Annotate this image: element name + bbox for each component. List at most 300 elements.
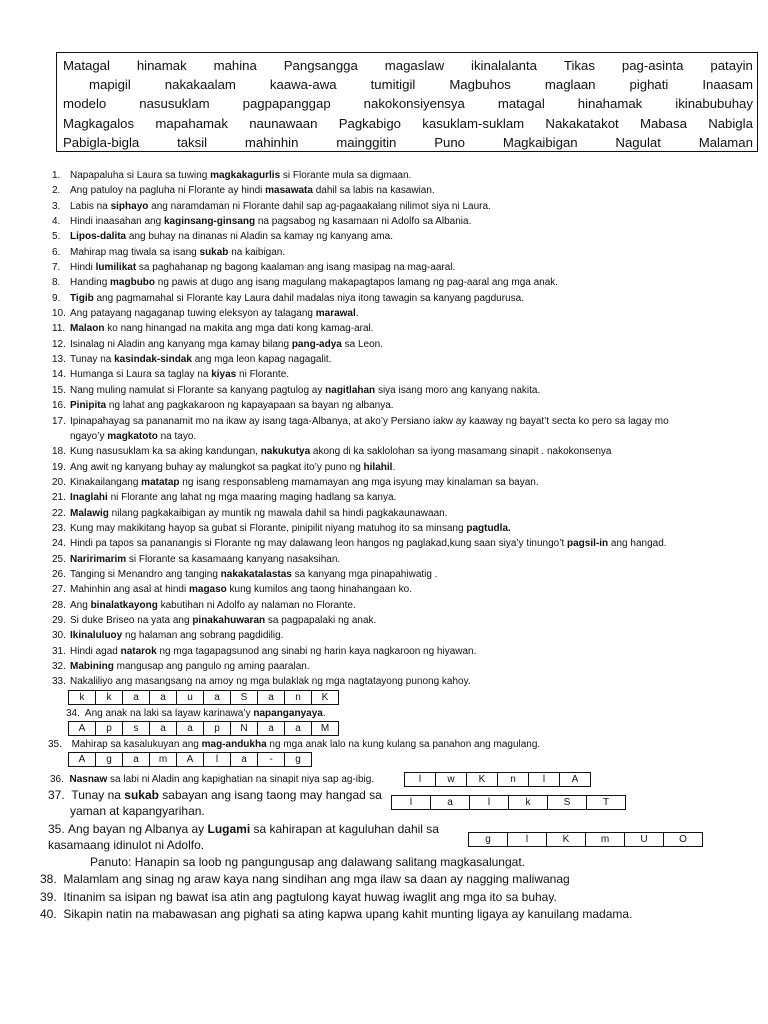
- item-text: .: [355, 308, 359, 320]
- question-item: [0, 414, 768, 445]
- letter-cell: A: [69, 722, 96, 736]
- word-bank-word: mahina: [213, 58, 257, 73]
- item-number: 36.: [50, 774, 64, 785]
- item-text: sa kanyang mga pinapahiwatig .: [291, 568, 438, 580]
- item-number-col: [0, 613, 68, 628]
- item-keyword: Mabining: [70, 661, 114, 672]
- question-40: [40, 907, 632, 921]
- item-text: Nakaliliyo ang masangsang na amoy ng mga bulaklak ng mga nagtatayong punong kahoy.: [70, 676, 471, 688]
- question-item: [0, 337, 768, 352]
- item-keyword: nakukutya: [260, 446, 311, 458]
- item-keyword: Tigib: [70, 292, 94, 304]
- item-text: ang naramdaman ni Florante dahil sap ag-pagaakalang nilimot siya ni Laura.: [148, 200, 491, 212]
- item-text: Kung nasusuklam ka sa aking kandungan,: [70, 446, 261, 458]
- item-keyword: napanganyaya: [253, 708, 323, 719]
- item-text: ang buhay na dinanas ni Aladin sa kamay ng kanyang ama.: [126, 231, 393, 243]
- item-keyword: mag-andukha: [201, 739, 267, 750]
- item-text: Ang patayang nagaganap tuwing eleksyon ay talagang: [70, 308, 316, 320]
- word-bank-word: kasuklam-suklam: [422, 115, 525, 131]
- item-number-col: [0, 506, 68, 521]
- item-text: ng halaman ang sobrang pagdidilig.: [122, 630, 284, 642]
- question-item: [0, 521, 768, 536]
- item-text: Mahirap mag tiwala sa isang: [70, 246, 200, 258]
- item-sentence: [68, 582, 412, 597]
- item-number: 32.: [52, 661, 66, 672]
- item-sentence: [68, 460, 395, 475]
- item-keyword: magkakagurlis: [210, 170, 281, 181]
- item-text: Hindi inaasahan ang: [70, 216, 164, 228]
- item-keyword: matatap: [141, 476, 180, 488]
- letter-grid-35: [68, 752, 312, 767]
- item-sentence: [68, 214, 471, 229]
- word-bank-word: maglaan: [544, 77, 596, 93]
- letter-cell: a: [177, 722, 204, 736]
- item-number: 10.: [52, 308, 66, 320]
- item-keyword: kiyas: [211, 369, 237, 381]
- item-sentence: [68, 567, 438, 582]
- item-keyword: magbubo: [110, 277, 156, 289]
- item-text: Hindi pa tapos sa pananangis si Florante ng may dalawang leon hangos ng paglakad,kung saan siya’y tinungo’t: [70, 538, 568, 550]
- item-number: 35.: [48, 739, 62, 750]
- item-number-col: [0, 521, 68, 536]
- word-bank-word: matagal: [497, 96, 545, 112]
- word-bank-word: mapigil: [89, 77, 131, 93]
- letter-grid-34: [68, 721, 339, 736]
- question-item: [0, 352, 768, 367]
- word-bank-word: Magkagalos: [63, 115, 135, 131]
- item-sentence: [68, 659, 310, 674]
- item-text: sa labi ni Aladin ang kapighatian na sinapit niya sap ag-ibig.: [107, 774, 375, 785]
- item-number-col: [0, 306, 68, 321]
- word-bank-word: Magkaibigan: [502, 134, 578, 150]
- item-number: 3.: [52, 200, 61, 212]
- item-number: 5.: [52, 231, 61, 243]
- item-text: Labis na: [70, 200, 111, 212]
- question-item: [0, 367, 768, 382]
- item-text: ng mga anak lalo na kung kulang sa panahon ang magulang.: [266, 739, 541, 750]
- letter-cell: k: [69, 691, 96, 705]
- question-item: [0, 506, 768, 521]
- word-bank-word: mahinhin: [244, 134, 299, 150]
- item-sentence: [68, 644, 476, 659]
- item-keyword: magkatoto: [107, 430, 158, 442]
- item-keyword: siphayo: [110, 200, 149, 212]
- question-item: [0, 552, 768, 567]
- letter-cell: m: [150, 753, 177, 767]
- item-text: Ang anak na laki sa layaw karinawa’y: [84, 708, 254, 719]
- letter-cell: a: [123, 691, 150, 705]
- item-text: .: [392, 461, 396, 473]
- item-sentence: [68, 229, 393, 244]
- item-number-col: [0, 199, 68, 214]
- item-keyword: Lipos-dalita: [70, 231, 127, 243]
- item-sentence: [68, 598, 356, 613]
- item-keyword: nagitlahan: [325, 384, 376, 396]
- item-text: Hindi agad: [70, 645, 121, 657]
- letter-cell: u: [177, 691, 204, 705]
- item-text: Handing: [70, 277, 111, 289]
- item-number: 8.: [52, 277, 61, 289]
- item-number: 20.: [52, 476, 66, 488]
- question-item: [0, 398, 768, 413]
- letter-cell: -: [258, 753, 285, 767]
- item-sentence: [68, 674, 471, 689]
- instruction: Panuto: Hanapin sa loob ng pangungusap ang dalawang salitang magkasalungat.: [90, 855, 525, 869]
- item-sentence: [68, 506, 447, 521]
- item-number: 30.: [52, 630, 66, 642]
- item-text: ni Florante ang lahat ng mga maaring maging hadlang sa kanya.: [107, 492, 397, 504]
- item-text: sa Leon.: [341, 338, 383, 350]
- item-sentence: [68, 367, 289, 382]
- item-text: nilang pagkakaibigan ay muntik ng mawala dahil sa hindi pagkakaunawaan.: [108, 507, 448, 519]
- item-text: sa paghahanap ng bagong kaalaman ang isang masipag na mag-aaral.: [136, 262, 456, 274]
- word-bank-word: magaslaw: [384, 58, 445, 73]
- item-sentence: [68, 306, 359, 321]
- letter-cell: U: [625, 833, 664, 847]
- item-text: na pagsabog ng kasamaan ni Adolfo sa Albania.: [255, 216, 472, 228]
- item-text: Ang: [70, 599, 91, 611]
- item-sentence: [68, 321, 374, 336]
- letter-cell: g: [96, 753, 123, 767]
- letter-cell: O: [664, 833, 703, 847]
- letter-cell: M: [312, 722, 339, 736]
- item-number: 29.: [52, 614, 66, 626]
- letter-cell: n: [285, 691, 312, 705]
- question-item: [0, 475, 768, 490]
- item-text: Nang muling namulat si Florante sa kanyang pagtulog ay: [70, 384, 326, 396]
- item-number: 13.: [52, 354, 66, 366]
- letter-cell: k: [96, 691, 123, 705]
- item-number: 34.: [66, 708, 80, 719]
- word-bank-row: [63, 114, 753, 133]
- word-bank-word: Inaasam: [702, 77, 753, 93]
- item-text: sa pagpapalaki ng anak.: [265, 614, 377, 626]
- item-number-col: [0, 214, 68, 229]
- item-number-col: [0, 444, 68, 459]
- item-text: Ang bayan ng Albanya ay: [68, 822, 208, 836]
- item-number: 7.: [52, 262, 61, 274]
- item-keyword: nakakatalastas: [220, 568, 292, 580]
- item-sentence: [68, 168, 411, 183]
- letter-cell: l: [204, 753, 231, 767]
- question-item: [0, 183, 768, 198]
- item-number-col: [0, 475, 68, 490]
- question-item: [0, 383, 768, 398]
- word-bank-row: [63, 94, 753, 113]
- item-text: sabayan ang isang taong may hangad sa: [158, 788, 382, 802]
- item-sentence: [68, 383, 540, 398]
- question-35: [48, 739, 540, 750]
- item-keyword: kasindak-sindak: [114, 354, 192, 366]
- item-number: 12.: [52, 338, 66, 350]
- item-number: 23.: [52, 522, 66, 534]
- item-text: na kaibigan.: [228, 246, 286, 258]
- item-number-col: [0, 229, 68, 244]
- letter-cell: l: [392, 796, 431, 810]
- item-keyword: marawal: [315, 308, 356, 320]
- item-number-col: [0, 168, 68, 183]
- item-text: Tunay na: [71, 788, 125, 802]
- letter-cell: T: [587, 796, 626, 810]
- item-text: ni Florante.: [236, 369, 290, 381]
- letter-cell: a: [431, 796, 470, 810]
- item-text: Tanging si Menandro ang tanging: [70, 568, 221, 580]
- item-keyword: Naririmarim: [70, 553, 127, 565]
- letter-cell: l: [529, 773, 560, 787]
- item-number-col: [0, 398, 68, 413]
- item-text: Ipinapahayag sa pananamit mo na ikaw ay isang taga-Albanya, at ako’y Persiano iakw ay kaaway ng bayat’t secta ko pero sa lagay mo ngayo’y: [70, 415, 669, 442]
- item-number-col: [0, 659, 68, 674]
- item-number: 1.: [52, 170, 61, 181]
- question-37-line2: yaman at kapangyarihan.: [70, 804, 205, 818]
- item-number-col: [0, 321, 68, 336]
- item-sentence: [68, 444, 611, 459]
- item-number: 28.: [52, 599, 66, 611]
- letter-cell: a: [258, 722, 285, 736]
- question-item: [0, 567, 768, 582]
- item-number-col: [0, 628, 68, 643]
- item-sentence: [68, 628, 283, 643]
- item-text: kabutihan ni Adolfo ay nalaman no Florante.: [157, 599, 356, 611]
- item-text: ng lahat ang pagkakaroon ng kapayapaan sa bayan ng albanya.: [106, 400, 394, 412]
- item-keyword: pagsil-in: [567, 538, 609, 550]
- item-text: ng mga tagapagsunod ang sinabi ng harin kaya nagkaroon ng hiyawan.: [156, 645, 477, 657]
- question-item: [0, 674, 768, 689]
- item-text: Mahinhin ang asal at hindi: [70, 584, 189, 596]
- item-text: siya isang moro ang kanyang nakita.: [375, 384, 541, 396]
- item-sentence: [68, 475, 539, 490]
- item-number-col: [0, 582, 68, 597]
- item-sentence: [68, 352, 331, 367]
- item-text: Humanga si Laura sa taglay na: [70, 369, 212, 381]
- item-text: Napapaluha si Laura sa tuwing: [70, 170, 211, 181]
- item-number: 38.: [40, 872, 57, 886]
- item-number-col: [0, 352, 68, 367]
- letter-cell: a: [258, 691, 285, 705]
- item-number-col: [0, 490, 68, 505]
- item-keyword: masawata: [265, 185, 313, 197]
- word-bank-word: Pagkabigo: [338, 115, 402, 131]
- word-bank-row: [63, 133, 753, 152]
- word-bank-word: Mabasa: [640, 115, 687, 131]
- word-bank-box: [56, 52, 758, 152]
- word-bank-word: hinahamak: [577, 96, 643, 112]
- word-bank-word: naunawaan: [249, 115, 318, 131]
- item-keyword: hilahil: [363, 461, 393, 473]
- item-number: 14.: [52, 369, 66, 381]
- question-35b-line2: kasamaang idinulot ni Adolfo.: [48, 838, 205, 852]
- question-item: [0, 245, 768, 260]
- letter-cell: l: [405, 773, 436, 787]
- item-keyword: binalatkayong: [90, 599, 158, 611]
- word-bank-word: Pabigla-bigla: [63, 134, 140, 150]
- item-number: 15.: [52, 384, 66, 396]
- item-text: Hindi: [70, 262, 96, 274]
- item-keyword: pinakahuwaran: [192, 614, 266, 626]
- question-item: [0, 536, 768, 551]
- item-number: 21.: [52, 492, 66, 504]
- question-item: [0, 291, 768, 306]
- item-number-col: [0, 275, 68, 290]
- item-text: si Florante sa kasamaang kanyang nasaksihan.: [126, 553, 341, 565]
- word-bank-word: Nakakatakot: [545, 115, 619, 131]
- item-keyword: Nasnaw: [69, 774, 108, 785]
- letter-cell: w: [436, 773, 467, 787]
- item-number-col: [0, 598, 68, 613]
- item-sentence: [68, 183, 435, 198]
- question-item: [0, 598, 768, 613]
- item-number: 37.: [48, 788, 65, 802]
- question-item: [0, 168, 768, 183]
- item-text: sa kahirapan at kaguluhan dahil sa: [250, 822, 439, 836]
- item-text: Isinalag ni Aladin ang kanyang mga kamay bilang: [70, 338, 292, 350]
- item-number-col: [0, 245, 68, 260]
- item-number-col: [0, 414, 68, 445]
- word-bank-word: taksil: [177, 134, 208, 150]
- letter-cell: p: [204, 722, 231, 736]
- word-bank-word: mapahamak: [155, 115, 228, 131]
- item-text: dahil sa labis na kasawian.: [312, 185, 435, 197]
- word-bank-word: patayin: [710, 58, 753, 73]
- item-number: 25.: [52, 553, 66, 565]
- item-sentence: [68, 552, 340, 567]
- item-text: na tayo.: [157, 430, 197, 442]
- letter-cell: l: [508, 833, 547, 847]
- question-item: [0, 306, 768, 321]
- item-keyword: Lugami: [207, 822, 251, 836]
- question-item: [0, 644, 768, 659]
- word-bank-word: Tikas: [563, 58, 595, 73]
- item-number-col: [0, 383, 68, 398]
- letter-grid-33: [68, 690, 339, 705]
- item-number: 40.: [40, 907, 57, 921]
- item-text: ang mga leon kapag nagagalit.: [191, 354, 332, 366]
- item-keyword: Inaglahi: [70, 492, 108, 504]
- word-bank-word: hinamak: [136, 58, 187, 73]
- item-sentence: [68, 275, 558, 290]
- item-text: ng pawis at dugo ang isang magulang makapagtapos lamang ng pag-aaral ang mga anak.: [155, 277, 559, 289]
- item-number: 19.: [52, 461, 66, 473]
- item-text: Kung may makikitang hayop sa gubat si Florante, pinipilit niyang matuhog ito sa minsang: [70, 522, 467, 534]
- item-number: 35.: [48, 822, 65, 836]
- word-bank-word: ikinabubuhay: [675, 96, 753, 112]
- item-sentence: [68, 245, 285, 260]
- letter-cell: n: [498, 773, 529, 787]
- question-39: [40, 890, 557, 904]
- question-item: [0, 582, 768, 597]
- item-number: 24.: [52, 538, 66, 550]
- question-34: [66, 708, 326, 719]
- word-bank-word: pagpapanggap: [242, 96, 331, 112]
- letter-cell: a: [204, 691, 231, 705]
- word-bank-word: ikinalalanta: [471, 58, 538, 73]
- word-bank-word: modelo: [63, 96, 107, 112]
- item-number: 26.: [52, 568, 66, 580]
- word-bank-row: [63, 75, 753, 94]
- question-item: [0, 613, 768, 628]
- question-item: [0, 628, 768, 643]
- item-number-col: [0, 291, 68, 306]
- item-number: 31.: [52, 645, 66, 657]
- item-sentence: [68, 490, 396, 505]
- item-sentence: [68, 536, 667, 551]
- question-item: [0, 229, 768, 244]
- item-number: 6.: [52, 246, 61, 258]
- item-keyword: natarok: [120, 645, 157, 657]
- item-number: 11.: [52, 323, 66, 335]
- item-number-col: [0, 644, 68, 659]
- item-number: 22.: [52, 507, 66, 519]
- item-keyword: magaso: [188, 584, 227, 596]
- question-item: [0, 321, 768, 336]
- item-number: 18.: [52, 446, 66, 458]
- letter-cell: l: [470, 796, 509, 810]
- word-bank-word: Magbuhos: [449, 77, 511, 93]
- item-text: Ang patuloy na pagluha ni Florante ay hindi: [70, 185, 266, 197]
- question-item: [0, 260, 768, 275]
- item-keyword: Malawig: [70, 507, 109, 519]
- letter-cell: g: [285, 753, 312, 767]
- word-bank-word: pighati: [629, 77, 669, 93]
- word-bank-word: Puno: [434, 134, 466, 150]
- item-number: 17.: [52, 415, 66, 427]
- letter-cell: a: [150, 691, 177, 705]
- item-sentence: [68, 613, 376, 628]
- word-bank-word: Matagal: [63, 58, 110, 73]
- item-text: Mahirap sa kasalukuyan ang: [71, 739, 202, 750]
- item-number-col: [0, 674, 68, 689]
- item-number: 33.: [52, 676, 66, 688]
- word-bank-word: Pangsangga: [283, 58, 358, 73]
- question-item: [0, 214, 768, 229]
- letter-cell: K: [467, 773, 498, 787]
- question-list: [0, 168, 768, 690]
- item-keyword: Malaon: [70, 323, 105, 335]
- item-keyword: Pinipita: [70, 400, 107, 412]
- question-item: [0, 490, 768, 505]
- item-text: ng isang responsableng mamamayan ang mga isyung may kinalaman sa bayan.: [179, 476, 539, 488]
- item-number: 9.: [52, 292, 61, 304]
- word-bank-word: pag-asinta: [621, 58, 684, 73]
- item-sentence: [68, 291, 524, 306]
- item-sentence: [68, 199, 491, 214]
- item-text: Malamlam ang sinag ng araw kaya nang sindihan ang mga ilaw sa daan ay nagging maliwanag: [63, 872, 570, 886]
- letter-cell: m: [586, 833, 625, 847]
- item-text: kung kumilos ang taong hinahangaan ko.: [226, 584, 412, 596]
- letter-cell: s: [123, 722, 150, 736]
- item-text: si Florante mula sa digmaan.: [280, 170, 412, 181]
- question-35b: [48, 822, 439, 836]
- item-sentence: [68, 414, 690, 445]
- item-number: 4.: [52, 216, 61, 228]
- item-text: .: [322, 708, 326, 719]
- item-number: 2.: [52, 185, 61, 197]
- letter-cell: k: [509, 796, 548, 810]
- item-keyword: sukab: [124, 788, 159, 802]
- letter-cell: A: [177, 753, 204, 767]
- item-keyword: pagtudla.: [466, 522, 511, 534]
- letter-cell: a: [231, 753, 258, 767]
- item-number-col: [0, 536, 68, 551]
- item-sentence: [68, 337, 383, 352]
- question-item: [0, 460, 768, 475]
- word-bank-row: [63, 56, 753, 75]
- item-text: Si duke Briseo na yata ang: [70, 614, 193, 626]
- item-number-col: [0, 260, 68, 275]
- item-sentence: [68, 260, 455, 275]
- item-number-col: [0, 460, 68, 475]
- letter-grid-35b: [468, 832, 703, 847]
